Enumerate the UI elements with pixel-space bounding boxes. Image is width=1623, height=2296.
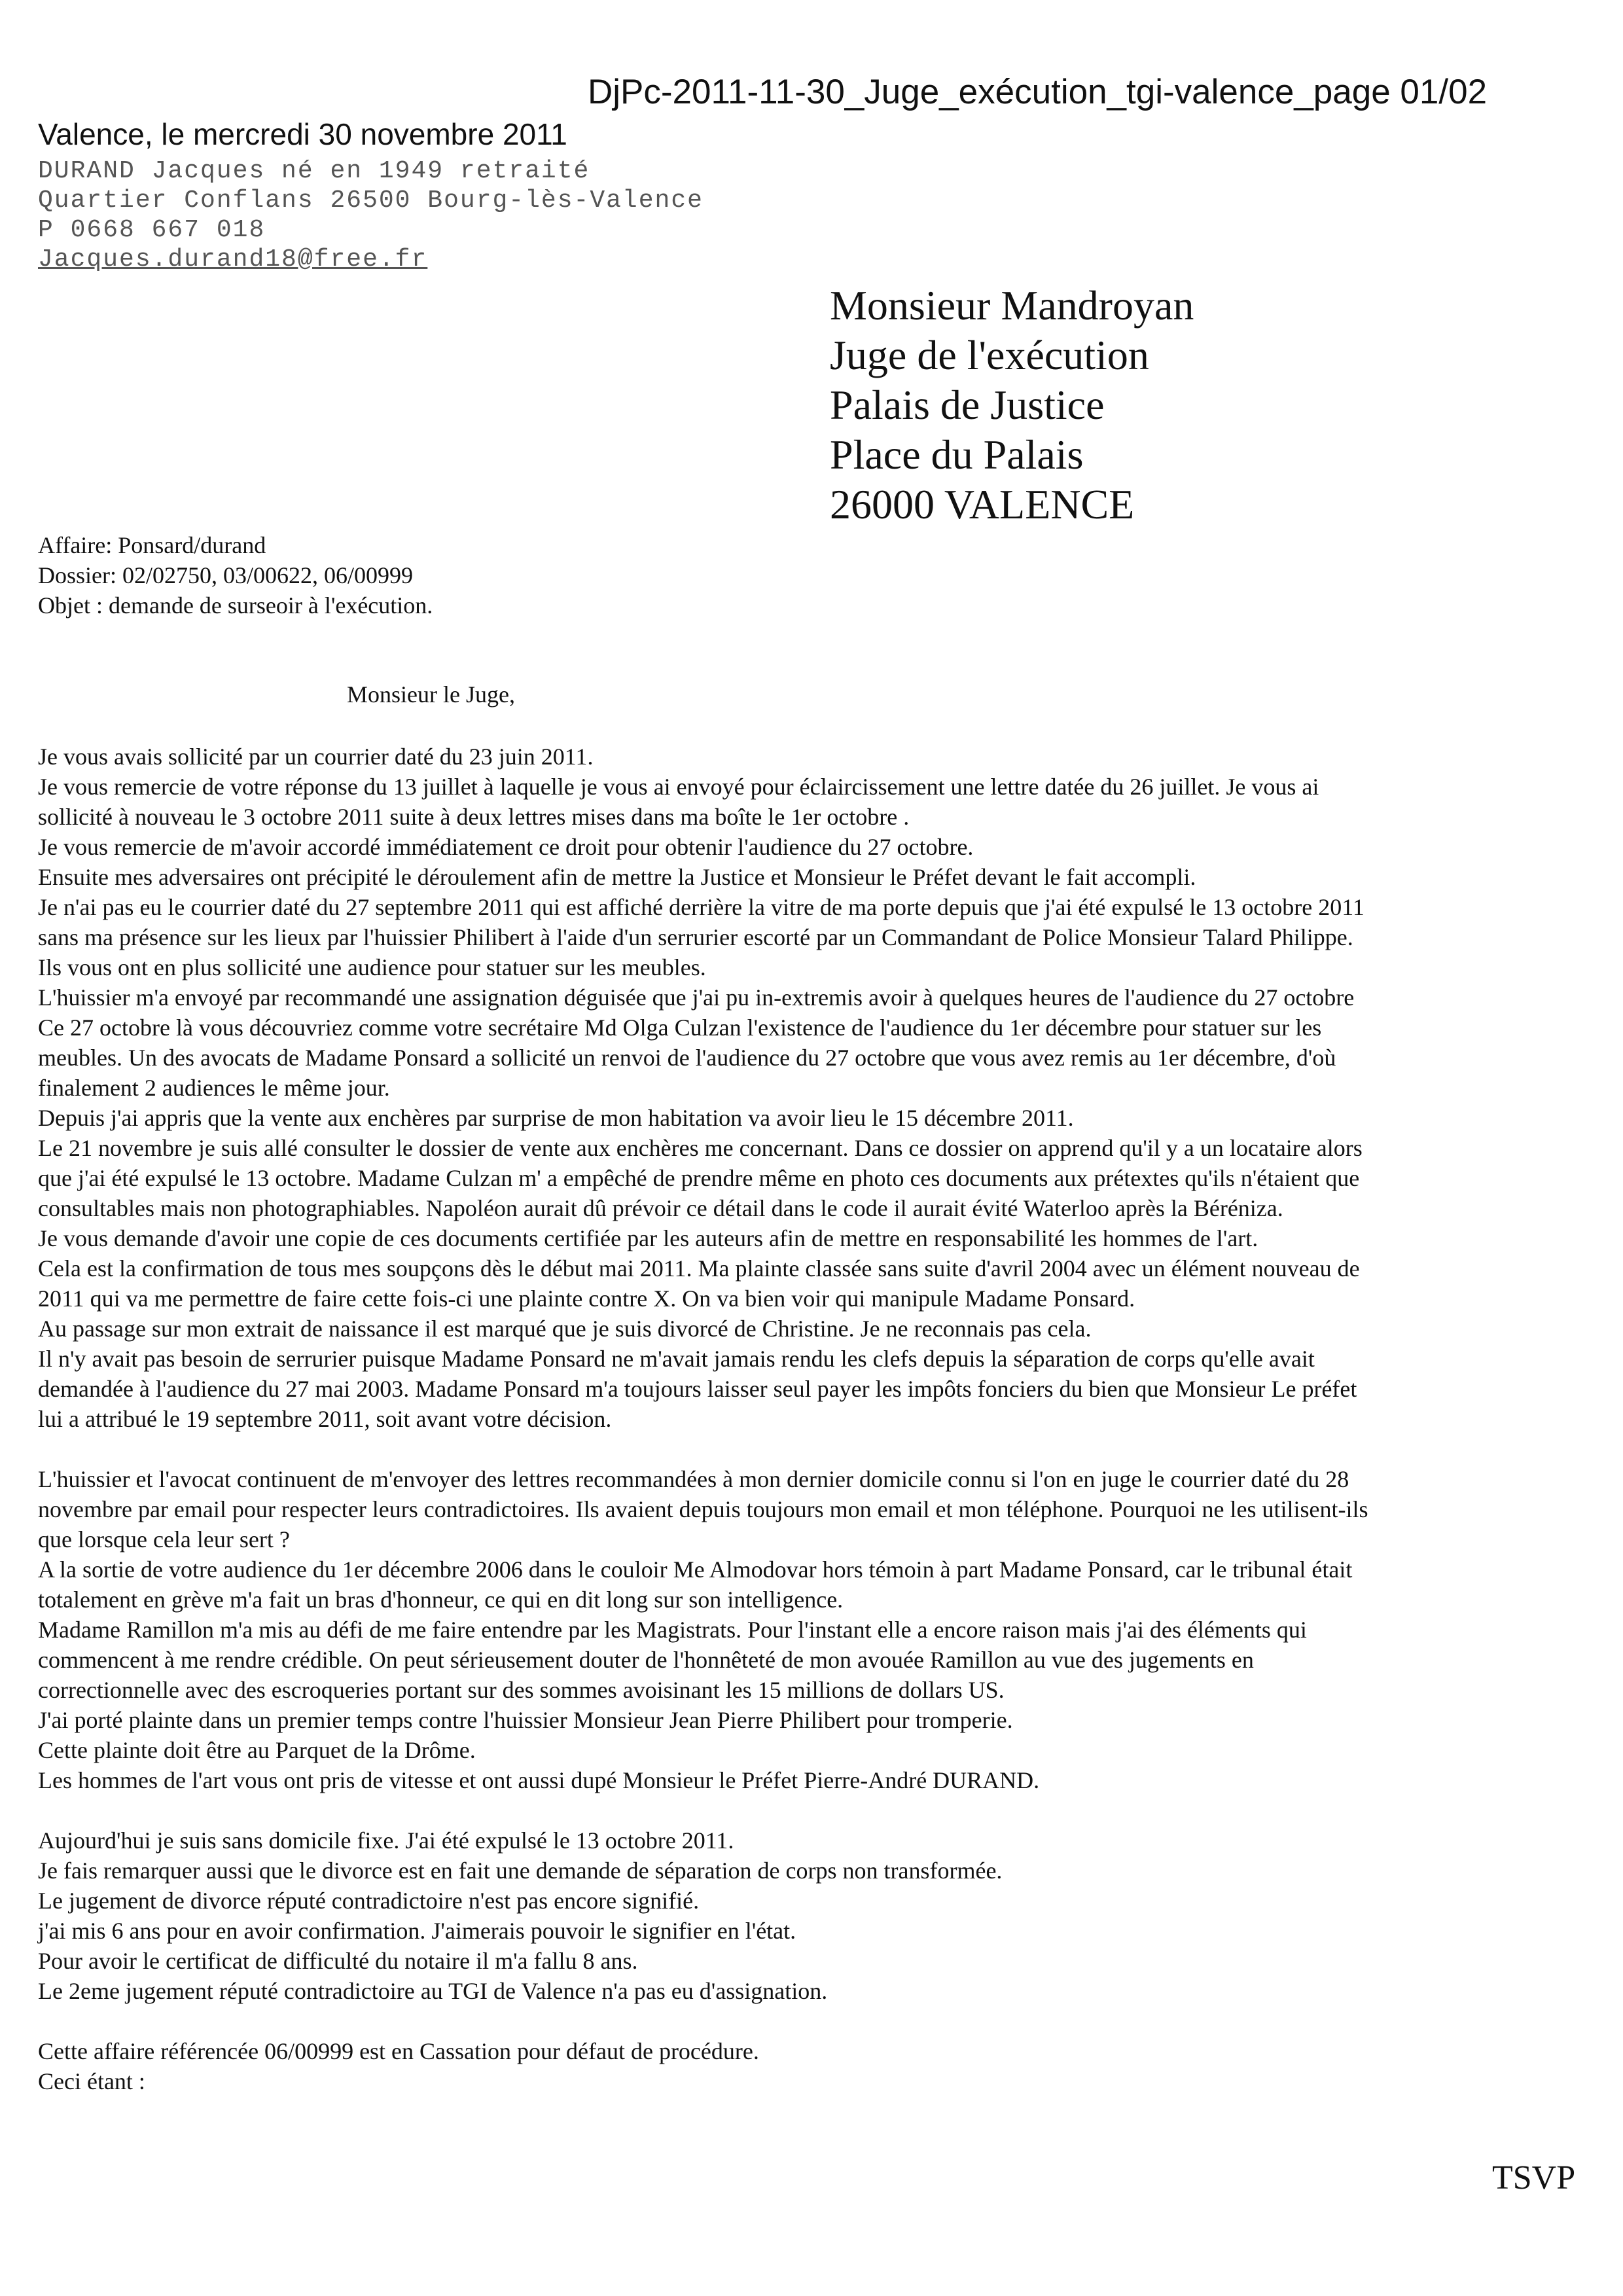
sender-name: DURAND Jacques né en 1949 retraité xyxy=(38,157,590,185)
recipient-line: Palais de Justice xyxy=(830,382,1105,428)
body-line: lui a attribué le 19 septembre 2011, soit avant votre décision. xyxy=(38,1406,612,1432)
recipient-line: Monsieur Mandroyan xyxy=(830,282,1194,329)
reference-affaire: Affaire: Ponsard/durand xyxy=(38,532,266,558)
body-line: consultables mais non photographiables. Napoléon aurait dû prévoir ce détail dans le code il aurait évité Waterloo après la Béréniza. xyxy=(38,1195,1283,1221)
body-line: Cette affaire référencée 06/00999 est en Cassation pour défaut de procédure. xyxy=(38,2038,759,2064)
body-line: A la sortie de votre audience du 1er décembre 2006 dans le couloir Me Almodovar hors témoin à part Madame Ponsard, car le tribunal était xyxy=(38,1556,1353,1583)
salutation: Monsieur le Juge, xyxy=(347,681,515,708)
body-line: que lorsque cela leur sert ? xyxy=(38,1526,290,1552)
body-line: Je vous remercie de m'avoir accordé immédiatement ce droit pour obtenir l'audience du 27 octobre. xyxy=(38,834,974,860)
body-line: Pour avoir le certificat de difficulté du notaire il m'a fallu 8 ans. xyxy=(38,1948,638,1974)
body-line: Ils vous ont en plus sollicité une audience pour statuer sur les meubles. xyxy=(38,954,706,980)
tsvp-note: TSVP xyxy=(1492,2159,1576,2197)
body-line: commencent à me rendre crédible. On peut sérieusement douter de l'honnêteté de mon avouée Ramillon au vue des jugements en xyxy=(38,1647,1254,1673)
reference-dossier: Dossier: 02/02750, 03/00622, 06/00999 xyxy=(38,562,413,588)
body-line: Cela est la confirmation de tous mes soupçons dès le début mai 2011. Ma plainte classée sans suite d'avril 2004 avec un élément nouveau de xyxy=(38,1255,1360,1282)
sender-address: Quartier Conflans 26500 Bourg-lès-Valence xyxy=(38,187,704,215)
body-line: sans ma présence sur les lieux par l'huissier Philibert à l'aide d'un serrurier escorté par un Commandant de Police Monsieur Talard Philippe. xyxy=(38,924,1353,950)
body-line: Je vous avais sollicité par un courrier daté du 23 juin 2011. xyxy=(38,744,594,770)
body-line: Cette plainte doit être au Parquet de la Drôme. xyxy=(38,1737,476,1763)
recipient-line: 26000 VALENCE xyxy=(830,481,1135,528)
body-line: finalement 2 audiences le même jour. xyxy=(38,1075,390,1101)
body-line: sollicité à nouveau le 3 octobre 2011 suite à deux lettres mises dans ma boîte le 1er octobre . xyxy=(38,804,910,830)
body-line: Ce 27 octobre là vous découvriez comme votre secrétaire Md Olga Culzan l'existence de l'audience du 1er décembre pour statuer sur les xyxy=(38,1014,1322,1041)
recipient-line: Place du Palais xyxy=(830,431,1084,478)
body-line: Les hommes de l'art vous ont pris de vitesse et ont aussi dupé Monsieur le Préfet Pierre-André DURAND. xyxy=(38,1767,1040,1793)
body-line: totalement en grève m'a fait un bras d'honneur, ce qui en dit long sur son intelligence. xyxy=(38,1587,844,1613)
body-line: Je vous demande d'avoir une copie de ces documents certifiée par les auteurs afin de mettre en responsabilité les hommes de l'art. xyxy=(38,1225,1258,1251)
page-reference: DjPc-2011-11-30_Juge_exécution_tgi-valence_page 01/02 xyxy=(588,73,1488,111)
body-line: Ceci étant : xyxy=(38,2068,145,2094)
body-line: Depuis j'ai appris que la vente aux enchères par surprise de mon habitation va avoir lieu le 15 décembre 2011. xyxy=(38,1105,1074,1131)
body-line: meubles. Un des avocats de Madame Ponsard a sollicité un renvoi de l'audience du 27 octobre que vous avez remis au 1er décembre, d'où xyxy=(38,1045,1336,1071)
body-line: Le 21 novembre je suis allé consulter le dossier de vente aux enchères me concernant. Dans ce dossier on apprend qu'il y a un locataire alors xyxy=(38,1135,1363,1161)
body-line: Madame Ramillon m'a mis au défi de me faire entendre par les Magistrats. Pour l'instant elle a encore raison mais j'ai des éléments qui xyxy=(38,1617,1307,1643)
recipient-line: Juge de l'exécution xyxy=(830,332,1149,378)
body-line: L'huissier m'a envoyé par recommandé une assignation déguisée que j'ai pu in-extremis avoir à quelques heures de l'audience du 27 octobre xyxy=(38,984,1355,1011)
body-line: Il n'y avait pas besoin de serrurier puisque Madame Ponsard ne m'avait jamais rendu les clefs depuis la séparation de corps qu'elle avait xyxy=(38,1346,1315,1372)
body-line: j'ai mis 6 ans pour en avoir confirmation. J'aimerais pouvoir le signifier en l'état. xyxy=(38,1918,796,1944)
body-line: Ensuite mes adversaires ont précipité le déroulement afin de mettre la Justice et Monsieur le Préfet devant le fait accompli. xyxy=(38,864,1196,890)
body-line: 2011 qui va me permettre de faire cette fois-ci une plainte contre X. On va bien voir qui manipule Madame Ponsard. xyxy=(38,1285,1135,1312)
body-line: Le 2eme jugement réputé contradictoire au TGI de Valence n'a pas eu d'assignation. xyxy=(38,1978,828,2004)
body-line: Je vous remercie de votre réponse du 13 juillet à laquelle je vous ai envoyé pour éclaircissement une lettre datée du 26 juillet. Je vous ai xyxy=(38,774,1319,800)
body-line: Je n'ai pas eu le courrier daté du 27 septembre 2011 qui est affiché derrière la vitre de ma porte depuis que j'ai été expulsé le 13 octobre 2011 xyxy=(38,894,1364,920)
sender-email-link[interactable]: Jacques.durand18@free.fr xyxy=(38,245,428,274)
body-line: Aujourd'hui je suis sans domicile fixe. J'ai été expulsé le 13 octobre 2011. xyxy=(38,1827,734,1854)
body-line: correctionnelle avec des escroqueries portant sur des sommes avoisinant les 15 millions de dollars US. xyxy=(38,1677,1005,1703)
sender-phone: P 0668 667 018 xyxy=(38,216,266,244)
body-line: novembre par email pour respecter leurs contradictoires. Ils avaient depuis toujours mon email et mon téléphone. Pourquoi ne les utilisent-ils xyxy=(38,1496,1368,1522)
body-line: Au passage sur mon extrait de naissance il est marqué que je suis divorcé de Christine. Je ne reconnais pas cela. xyxy=(38,1316,1092,1342)
body-line: Je fais remarquer aussi que le divorce est en fait une demande de séparation de corps non transformée. xyxy=(38,1857,1003,1884)
body-line: que j'ai été expulsé le 13 octobre. Madame Culzan m' a empêché de prendre même en photo ces documents aux prétextes qu'ils n'étaient que xyxy=(38,1165,1360,1191)
body-line: L'huissier et l'avocat continuent de m'envoyer des lettres recommandées à mon dernier domicile connu si l'on en juge le courrier daté du 28 xyxy=(38,1466,1349,1492)
body-line: Le jugement de divorce réputé contradictoire n'est pas encore signifié. xyxy=(38,1888,700,1914)
body-line: J'ai porté plainte dans un premier temps contre l'huissier Monsieur Jean Pierre Philibert pour tromperie. xyxy=(38,1707,1013,1733)
body-line: demandée à l'audience du 27 mai 2003. Madame Ponsard m'a toujours laisser seul payer les impôts fonciers du bien que Monsieur Le préfet xyxy=(38,1376,1357,1402)
reference-objet: Objet : demande de surseoir à l'exécution. xyxy=(38,592,433,619)
place-date: Valence, le mercredi 30 novembre 2011 xyxy=(38,117,567,151)
